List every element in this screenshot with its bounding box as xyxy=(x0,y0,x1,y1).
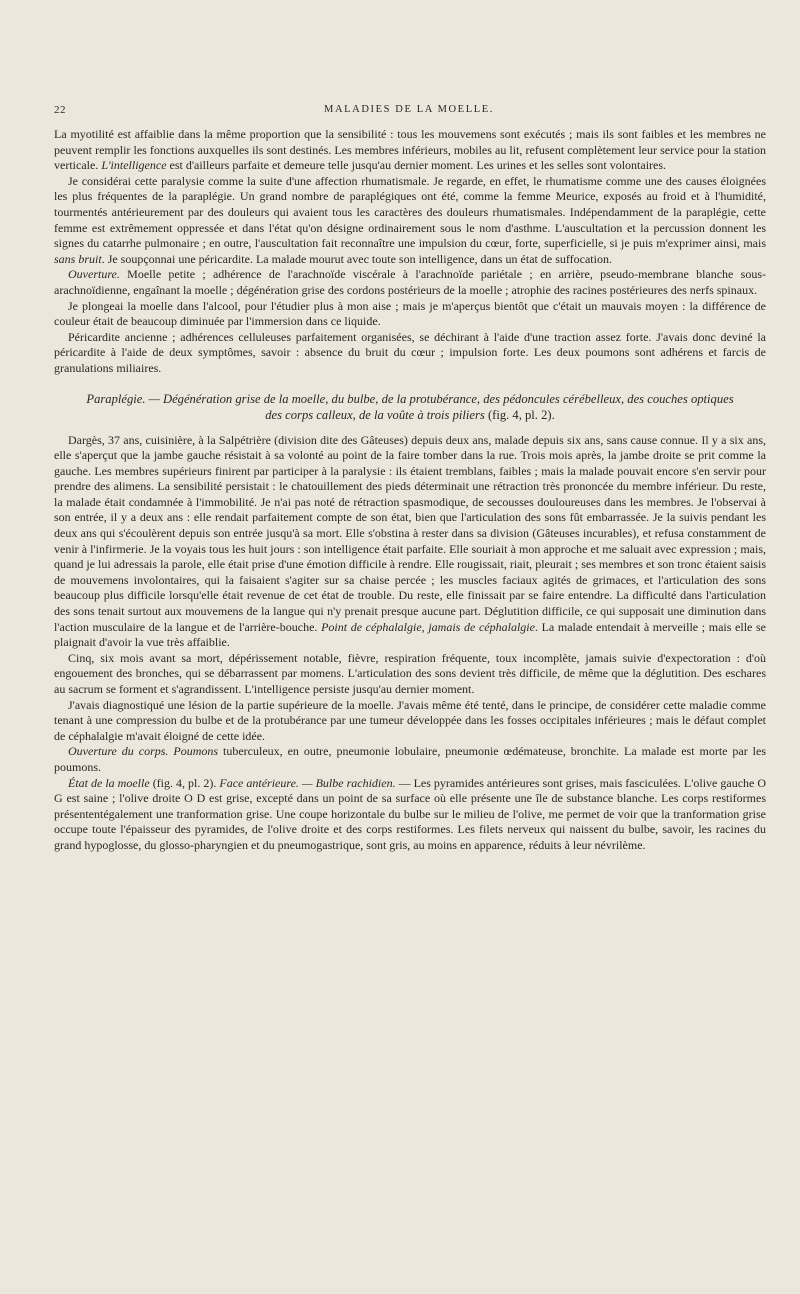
paragraph-alcohol xyxy=(54,299,766,330)
text: . Je soupçonnai une péricardite. La malade mourut avec toute son intelligence, dans un état de suffocation. xyxy=(101,251,612,266)
page-body xyxy=(54,127,766,854)
running-title: MALADIES DE LA MOELLE. xyxy=(324,104,494,115)
page-number: 22 xyxy=(54,104,66,116)
text: Je considérai cette paralysie comme la suite d'une affection rhumatismale. Je regarde, en effet, le rhumatisme comme une des causes éloignées les plus fréquentes de la paraplégie. Un grand nombre de paraplégiques ont été, comme la femme Meurice, exposés au froid et à l'humidité, tourmentés antérieurement par des douleurs qui avaient tous les caractères des douleurs rhumatismales. Indépendamment de la paraplégie, cette femme est extrêmement oppressée et dans l'état qu'on désigne ordinairement sous le nom d'asthme. L'auscultation et la percussion donnent les signes du catarrhe pulmonaire ; en outre, l'auscultation fait reconnaître une impulsion du cœur, forte, superficielle, si je puis m'exprimer ainsi, mais xyxy=(54,173,766,251)
text: , xyxy=(421,619,425,634)
text: — Les pyramides antérieures sont grises, mais fasciculées. L'olive gauche O G est saine ; l'olive droite O D est grise, excepté dans un point de sa surface où elle présente une île de substance blanche. Les corps restiformes présententégalement une tranformation grise. Une coupe horizontale du bulbe sur le milieu de l'olive, me permet de voir que la tranformation grise occupe toute l'épaisseur des pyramides, de l'olive droite et des corps restiformes. Les filets nerveux qui naissent du bulbe, savoir, les racines du grand hypoglosse, du glosso-pharyngien et du pneumogastrique, sont gris, au moins en apparence, réduits à leur névrilème. xyxy=(54,775,767,852)
emphasis: sans bruit xyxy=(54,251,102,266)
autopsy-label: Ouverture du corps. xyxy=(68,744,169,759)
text: Je plongeai la moelle dans l'alcool, pour l'étudier plus à mon aise ; mais je m'aperçus bientôt que c'était un mauvais moyen : la différence de couleur était de beaucoup diminuée par l'immersion dans ce liquide. xyxy=(54,298,766,329)
text: est d'ailleurs parfaite et demeure telle jusqu'au dernier moment. Les urines et les selles sont volontaires. xyxy=(169,158,667,173)
figure-reference: (fig. 4, pl. 2). xyxy=(152,775,217,790)
paragraph-autopsy xyxy=(54,267,766,298)
text: Moelle petite ; adhérence de l'arachnoïde viscérale à l'arachnoïde pariétale ; en arrière, pseudo-membrane blanche sous-arachnoïdienne, engaînant la moelle ; dégénération grise des cordons postérieurs de la moelle ; atrophie des racines postérieures des nerfs spinaux. xyxy=(54,267,766,297)
page-header xyxy=(54,104,764,122)
emphasis: Poumons xyxy=(173,744,219,759)
paragraph-decline xyxy=(54,651,766,698)
paragraph-autopsy-2 xyxy=(54,744,766,775)
paragraph-case-darges xyxy=(54,433,766,651)
text: La myotilité est affaiblie dans la même proportion que la sensibilité : tous les mouvemens sont exécutés ; mais ils sont faibles et les membres ne peuvent remplir les fonctions auxquelles ils sont destinés. Les membres inférieurs, mobiles au lit, refusent complètement leur service pour la station verticale. xyxy=(54,127,766,173)
emphasis: État de la moelle xyxy=(68,775,150,790)
text: tuberculeux, en outre, pneumonie lobulaire, pneumonie œdémateuse, bronchite. La malade est morte par les poumons. xyxy=(54,744,767,774)
text: Péricardite ancienne ; adhérences celluleuses parfaitement organisées, se déchirant à l'aide d'une traction assez forte. J'avais donc deviné la péricardite à l'aide de deux symptômes, savoir : absence du bruit du cœur ; impulsion forte. Les deux poumons sont adhérens et farcis de granulations miliaires. xyxy=(54,329,766,375)
paragraph-myotility xyxy=(54,127,766,174)
paragraph-pericarditis xyxy=(54,330,766,377)
text: J'avais diagnostiqué une lésion de la partie supérieure de la moelle. J'avais même été tenté, dans le principe, de considérer cette maladie comme tenant à une compression du bulbe et de la protubérance par une tumeur développée dans les fosses occipitales inférieures ; mais le défaut complet de céphalalgie m'avait éloigné de cette idée. xyxy=(54,697,766,743)
section-title: Paraplégie. — Dégénération grise de la moelle, du bulbe, de la protubérance, des pédoncules cérébelleux, des couches optiques des corps calleux, de la voûte à trois piliers xyxy=(86,391,734,422)
emphasis: Point de céphalalgie xyxy=(321,619,422,634)
emphasis: Face antérieure. — Bulbe rachidien. xyxy=(219,775,396,790)
text: Cinq, six mois avant sa mort, dépérissement notable, fièvre, respiration fréquente, toux incomplète, jamais suivie d'expectoration : d'où engouement des bronches, qui se débarrassent par momens. L'articulation des sons devient très difficile, de même que la déglutition. Des eschares au sacrum se forment et s'agrandissent. L'intelligence persiste jusqu'au dernier moment. xyxy=(54,650,766,696)
emphasis: L'intelligence xyxy=(101,158,167,173)
autopsy-label: Ouverture. xyxy=(68,267,120,282)
text: Dargès, 37 ans, cuisinière, à la Salpétrière (division dite des Gâteuses) depuis deux ans, malade depuis six ans, sans cause connue. Il y a six ans, elle s'aperçut que la jambe gauche résistait à sa volonté au point de la faire tomber dans la rue. Trois mois après, la jambe droite se prit comme la gauche. Les membres supérieurs finirent par participer à la paralysie : ils étaient tremblans, faibles ; mais la malade pouvait encore s'en servir pour prendre des alimens. La sensibilité persistait : le chatouillement des pieds déterminait une rétraction très prononcée du membre inférieur. Du reste, la malade était condamnée à l'immobilité. Je n'ai pas noté de rétraction spasmodique, de secousses douloureuses dans les membres. Je l'observai à son entrée, il y a deux ans : elle rendait parfaitement compte de son état, bien que l'articulation des sons fût embarrassée. Je la suivis pendant les deux ans qui s'écoulèrent depuis son entrée jusqu'à sa mort. Elle s'obstina à rester dans sa division (Gâteuses incurables), et refusa constamment de venir à l'infirmerie. Je la voyais tous les huit jours : son intelligence était parfaite. Elle souriait à mon approche et me saluait avec expression ; mais, quand je lui adressais la parole, elle était prise d'une émotion difficile à rendre. Elle rougissait, riait, pleurait ; ses membres et son tronc étaient saisis de mouvemens involontaires, qui la faisaient s'agiter sur sa chaise percée ; les muscles faciaux agités de grimaces, et l'articulation des sons beaucoup plus difficile lorsqu'elle était revenue de cet état de trouble. Du reste, elle finissait par se faire entendre. La difficulté dans l'articulation des sons tenait surtout aux mouvemens de la langue qui n'y prenait presque aucune part. Déglutition difficile, ce qui supposait une diminution dans l'action musculaire de la langue et de l'arrière-bouche. xyxy=(54,432,766,634)
paragraph-spinal-cord-state xyxy=(54,776,766,854)
text: . La malade entendait à merveille ; mais elle se plaignait d'avoir la vue très affaiblie. xyxy=(54,619,767,650)
paragraph-diagnosis xyxy=(54,174,766,268)
figure-reference: (fig. 4, pl. 2). xyxy=(487,407,555,422)
emphasis: jamais de céphalalgie xyxy=(428,619,535,634)
paragraph-diagnosis-2 xyxy=(54,698,766,745)
section-heading xyxy=(54,391,766,423)
